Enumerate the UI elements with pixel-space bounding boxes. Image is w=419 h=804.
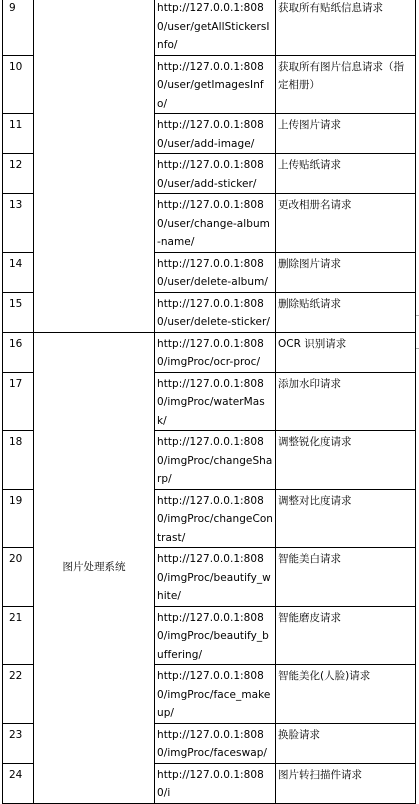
row-number: 21 bbox=[3, 606, 34, 665]
row-number: 13 bbox=[3, 194, 34, 253]
request-url: http://127.0.0.1:8080/imgProc/faceswap/ bbox=[155, 723, 276, 763]
request-description: 智能美白请求 bbox=[276, 548, 416, 607]
request-url: http://127.0.0.1:8080/user/add-image/ bbox=[155, 114, 276, 154]
request-description: 上传图片请求 bbox=[276, 114, 416, 154]
request-url: http://127.0.0.1:8080/imgProc/changeSharp/ bbox=[155, 431, 276, 490]
request-url: http://127.0.0.1:8080/user/delete-sticker/ bbox=[155, 292, 276, 332]
row-number: 9 bbox=[3, 0, 34, 55]
request-url: http://127.0.0.1:8080/imgProc/changeContrast/ bbox=[155, 489, 276, 548]
request-description: 删除图片请求 bbox=[276, 252, 416, 292]
request-description: 添加水印请求 bbox=[276, 372, 416, 431]
request-description: 更改相册名请求 bbox=[276, 194, 416, 253]
table-row bbox=[3, 0, 416, 55]
request-url: http://127.0.0.1:8080/user/getAllStickersInfo/ bbox=[155, 0, 276, 55]
request-url: http://127.0.0.1:8080/user/delete-album/ bbox=[155, 252, 276, 292]
row-number: 23 bbox=[3, 723, 34, 763]
request-url: http://127.0.0.1:8080/user/add-sticker/ bbox=[155, 154, 276, 194]
request-url: http://127.0.0.1:8080/imgProc/waterMask/ bbox=[155, 372, 276, 431]
row-number: 24 bbox=[3, 763, 34, 803]
request-url: http://127.0.0.1:8080/imgProc/face_makeup/ bbox=[155, 665, 276, 724]
row-number: 14 bbox=[3, 252, 34, 292]
request-description: 上传贴纸请求 bbox=[276, 154, 416, 194]
request-description: 智能美化(人脸)请求 bbox=[276, 665, 416, 724]
request-description: 图片转扫描件请求 bbox=[276, 763, 416, 803]
request-description: 删除贴纸请求 bbox=[276, 292, 416, 332]
request-url: http://127.0.0.1:8080/imgProc/ocr-proc/ bbox=[155, 332, 276, 372]
request-url: http://127.0.0.1:8080/user/getImagesInfo/ bbox=[155, 55, 276, 114]
request-description: OCR 识别请求 bbox=[276, 332, 416, 372]
request-url: http://127.0.0.1:8080/imgProc/beautify_white/ bbox=[155, 548, 276, 607]
row-number: 19 bbox=[3, 489, 34, 548]
row-number: 11 bbox=[3, 114, 34, 154]
request-description: 获取所有图片信息请求（指定相册） bbox=[276, 55, 416, 114]
request-url: http://127.0.0.1:8080/i bbox=[155, 763, 276, 803]
row-number: 16 bbox=[3, 332, 34, 372]
table-row bbox=[3, 332, 416, 372]
api-table bbox=[2, 0, 416, 804]
request-description: 获取所有贴纸信息请求 bbox=[276, 0, 416, 55]
request-description: 调整锐化度请求 bbox=[276, 431, 416, 490]
row-number: 20 bbox=[3, 548, 34, 607]
request-url: http://127.0.0.1:8080/imgProc/beautify_buffering/ bbox=[155, 606, 276, 665]
request-url: http://127.0.0.1:8080/user/change-album-name/ bbox=[155, 194, 276, 253]
system-name-image-processing: 图片处理系统 bbox=[34, 332, 155, 803]
request-description: 换脸请求 bbox=[276, 723, 416, 763]
row-number: 22 bbox=[3, 665, 34, 724]
row-number: 12 bbox=[3, 154, 34, 194]
row-number: 18 bbox=[3, 431, 34, 490]
row-number: 17 bbox=[3, 372, 34, 431]
row-number: 10 bbox=[3, 55, 34, 114]
request-description: 调整对比度请求 bbox=[276, 489, 416, 548]
row-number: 15 bbox=[3, 292, 34, 332]
system-cell-user bbox=[34, 0, 155, 332]
request-description: 智能磨皮请求 bbox=[276, 606, 416, 665]
